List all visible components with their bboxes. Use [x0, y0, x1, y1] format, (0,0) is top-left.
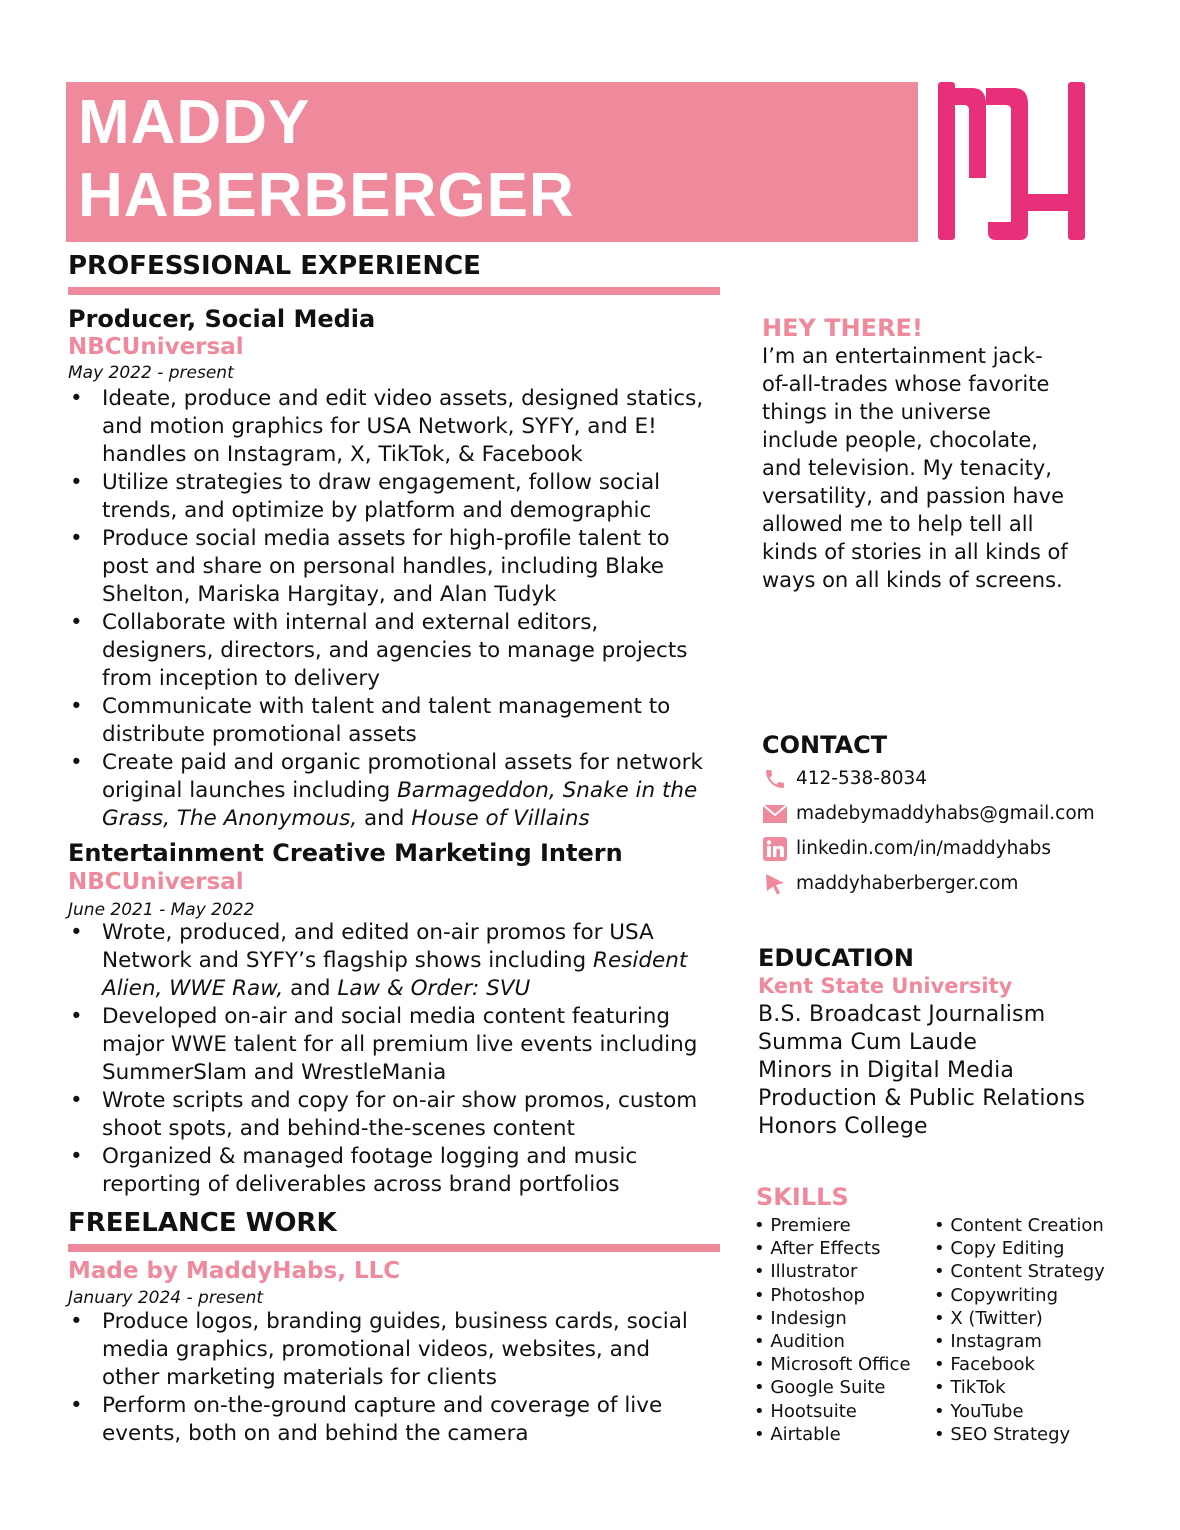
intro-heading: HEY THERE!	[762, 314, 923, 342]
job-bullets	[68, 919, 728, 1199]
list-item: • Create paid and organic promotional assets for network original launches including Barmageddon, Snake in the Grass, The Anonymous, and House of Villains	[68, 749, 728, 833]
list-item: • Audition	[754, 1331, 845, 1353]
freelance-heading: FREELANCE WORK	[68, 1208, 337, 1238]
email-icon	[762, 801, 788, 827]
list-item: • Illustrator	[754, 1261, 858, 1283]
list-item: • X (Twitter)	[934, 1307, 1043, 1329]
contact-linkedin[interactable]: linkedin.com/in/maddyhabs	[762, 831, 1152, 866]
skills-heading: SKILLS	[756, 1183, 849, 1211]
first-name: MADDY	[78, 88, 311, 157]
list-item: • Airtable	[754, 1423, 841, 1445]
list-item: • Wrote, produced, and edited on-air promos for USA Network and SYFY’s flagship shows including Resident Alien, WWE Raw, and Law & Order: SVU	[68, 919, 728, 1003]
list-item: • Content Creation	[934, 1215, 1104, 1236]
list-item: • Utilize strategies to draw engagement, follow social trends, and optimize by platform and demographic	[68, 469, 728, 525]
list-item: • Organized & managed footage logging and music reporting of deliverables across brand portfolios	[68, 1143, 728, 1199]
freelance-divider	[68, 1244, 720, 1252]
list-item: • Instagram	[934, 1331, 1042, 1353]
experience-heading: PROFESSIONAL EXPERIENCE	[68, 251, 481, 281]
job-dates: May 2022 - present	[68, 363, 234, 383]
linkedin-icon	[762, 836, 788, 862]
list-item: • Hootsuite	[754, 1400, 857, 1422]
company-name: NBCUniversal	[68, 869, 244, 895]
job-bullets	[68, 385, 728, 833]
list-item: • Perform on-the-ground capture and coverage of live events, both on and behind the camera	[68, 1392, 728, 1448]
cursor-icon	[762, 871, 788, 897]
school-name: Kent State University	[758, 974, 1013, 998]
contact-website[interactable]: maddyhaberberger.com	[762, 866, 1152, 901]
job-dates: June 2021 - May 2022	[68, 900, 255, 920]
job-title: Entertainment Creative Marketing Intern	[68, 839, 623, 867]
education-heading: EDUCATION	[758, 944, 914, 972]
mh-monogram-logo-icon	[938, 82, 1090, 240]
contact-heading: CONTACT	[762, 731, 888, 759]
list-item: • Premiere	[754, 1215, 851, 1236]
list-item: • Wrote scripts and copy for on-air show promos, custom shoot spots, and behind-the-scenes content	[68, 1087, 728, 1143]
list-item: • Photoshop	[754, 1284, 865, 1306]
education-details: B.S. Broadcast Journalism Summa Cum Laude Minors in Digital Media Production & Public Relations Honors College	[758, 1002, 1086, 1139]
skills-list-right	[934, 1214, 1105, 1446]
job-dates: January 2024 - present	[68, 1288, 264, 1308]
list-item: • Copywriting	[934, 1284, 1059, 1306]
skills-list-left	[754, 1214, 911, 1446]
list-item: • Produce logos, branding guides, business cards, social media graphics, promotional videos, websites, and other marketing materials for clients	[68, 1308, 728, 1392]
job-title: Producer, Social Media	[68, 305, 376, 333]
list-item: • Facebook	[934, 1354, 1035, 1376]
contact-list	[762, 761, 1152, 901]
list-item: • Copy Editing	[934, 1238, 1065, 1260]
company-name: NBCUniversal	[68, 334, 244, 360]
list-item: • SEO Strategy	[934, 1423, 1071, 1445]
list-item: • Developed on-air and social media content featuring major WWE talent for all premium live events including SummerSlam and WrestleMania	[68, 1003, 728, 1087]
last-name: HABERBERGER	[78, 161, 575, 230]
list-item: • After Effects	[754, 1238, 881, 1260]
job-bullets	[68, 1308, 728, 1448]
list-item: • Produce social media assets for high-profile talent to post and share on personal handles, including Blake Shelton, Mariska Hargitay, and Alan Tudyk	[68, 525, 728, 609]
list-item: • Content Strategy	[934, 1261, 1105, 1283]
experience-divider	[68, 287, 720, 295]
contact-email[interactable]: madebymaddyhabs@gmail.com	[762, 796, 1152, 831]
list-item: • YouTube	[934, 1400, 1024, 1422]
list-item: • Ideate, produce and edit video assets, designed statics, and motion graphics for USA Network, SYFY, and E! handles on Instagram, X, TikTok, & Facebook	[68, 385, 728, 469]
company-name: Made by MaddyHabs, LLC	[68, 1258, 401, 1284]
list-item: • Indesign	[754, 1307, 847, 1329]
phone-icon	[762, 766, 788, 792]
intro-text: I’m an entertainment jack- of-all-trades whose favorite things in the universe include people, chocolate, and television. My tenacity, versatility, and passion have allowed me to help tell all kinds of stories in all kinds of ways on all kinds of screens.	[762, 344, 1068, 592]
name-banner	[66, 82, 918, 242]
list-item: • Microsoft Office	[754, 1354, 911, 1376]
list-item: • Google Suite	[754, 1377, 886, 1399]
list-item: • Communicate with talent and talent management to distribute promotional assets	[68, 693, 728, 749]
list-item: • Collaborate with internal and external editors, designers, directors, and agencies to manage projects from inception to delivery	[68, 609, 728, 693]
list-item: • TikTok	[934, 1377, 1006, 1399]
contact-phone[interactable]: 412-538-8034	[762, 761, 1152, 796]
